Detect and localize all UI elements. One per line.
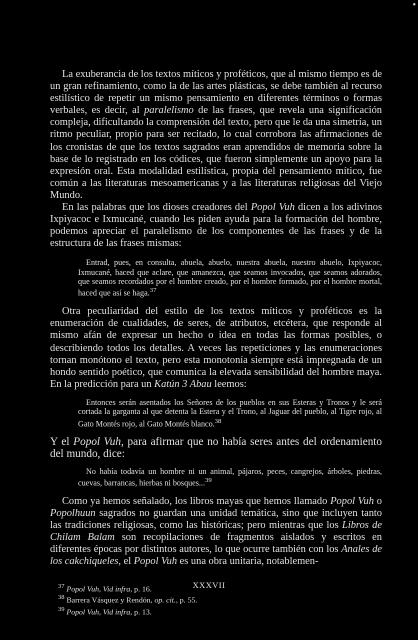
paragraph-5-text-mid-2: sagrados no guardan una unidad temática, sino que incluyen tanto las tradiciones religiosas, como las históricas; pero mientras que los [50, 508, 382, 532]
paragraph-5-text-end: es una obra unitaria, notablemen- [177, 556, 319, 568]
footnote-ref-39: 39 [204, 477, 212, 484]
block-quote-2-text: Entonces serán asentados los Señores de los pueblos en sus Esteras y Tronos y le será cortada la garganta al que detenta la Estera y el Trono, al Jaguar del pueblo, al Tigre rojo, al Gato Montés rojo, al Gato Montés blanco. [78, 397, 382, 429]
footnote-page: p. 55. [177, 595, 198, 605]
footnote-authors: Barrera Vásquez y Rendón, [66, 595, 155, 605]
footnote-39 [58, 605, 382, 617]
footnote-page: p. 16. [132, 584, 152, 594]
paragraph-3-text-end: leemos: [211, 378, 247, 390]
footnote-page: p. 13. [132, 607, 152, 617]
paragraph-1-text-start: La exuberancia de los textos míticos y proféticos, que al mismo tiempo es de un gran refinamiento, como la de las artes plásticas, se debe también al recurso estilístico de repetir un mismo pensamiento en diferentes términos o formas verbales, es decir, al [50, 69, 382, 117]
paragraph-2 [50, 202, 382, 250]
paragraph-3 [50, 306, 382, 391]
paragraph-5-emphasis-1: Popol Vuh [330, 495, 374, 507]
paragraph-4-text-end: para afirmar que no había seres antes del ordenamiento del mundo, dice: [50, 435, 382, 461]
footnote-number: 38 [58, 594, 65, 602]
footnote-number: 39 [58, 605, 65, 613]
paragraph-1-text-end: de las frases, que revela una significación compleja, dificultando la comprensión del texto, pero que le da una simetría, un ritmo peculiar, propio para ser recitado, lo cual corrobora las afirmaciones de los cronistas de que los textos sagrados eran aprendidos de memoria sobre la base de lo registrado en los códices, que fueron simplemente un apoyo para la expresión oral. Esta modalidad estilística, propia del pensamiento mítico, fue común a las literaturas mesoamericanas y a las literaturas religiosas del Viejo Mundo. [50, 105, 382, 201]
paragraph-5-text-mid-1: o [373, 495, 382, 507]
paragraph-5-text-mid-3: son recopilaciones de fragmentos aislados y escritos en diferentes épocas por distintos autores, lo que ocurre también con los [50, 532, 382, 556]
paragraph-1-emphasis: paralelismo [144, 105, 194, 117]
paragraph-4-emphasis: Popol Vuh, [73, 435, 124, 448]
footnote-ref-38: 38 [214, 417, 222, 425]
paragraph-5-emphasis-4: Anales de los cakchiqueles, [50, 544, 383, 568]
block-quote-1 [78, 258, 382, 298]
paragraph-4-text-start: Y el [50, 435, 74, 448]
page-number: XXXVII [192, 581, 226, 590]
paragraph-5 [50, 496, 382, 569]
body-text [50, 69, 382, 617]
footnote-title: op. cit., [154, 595, 178, 605]
footnote-title: Popol Vuh, Vid infra, [66, 584, 133, 594]
footnote-ref-37: 37 [149, 287, 157, 295]
paragraph-5-text-start: Como ya hemos señalado, los libros mayas que hemos llamado [62, 495, 331, 507]
paragraph-2-text-start: En las palabras que los dioses creadores del [62, 202, 251, 214]
block-quote-1-text: Entrad, pues, en consulta, abuela, abuelo, nuestra abuela, nuestro abuelo, Ixpiyacoc, Ixmucané, haced que aclare, que amanezca, que seamos invocados, que seamos adorados, que seamos recordados por el hombre creado, por el hombre formado, por el hombre mortal, haced que así se haga. [78, 258, 382, 298]
paragraph-5-emphasis-3: Libros de Chilam Balam [50, 520, 382, 544]
paragraph-2-emphasis: Popol Vuh [250, 202, 295, 214]
paragraph-5-text-mid-4: el [120, 556, 134, 568]
footnote-38 [58, 593, 382, 605]
corner-mark: • [412, 0, 416, 11]
footnote-number: 37 [58, 582, 65, 590]
footnote-title: Popol Vuh, Vid infra, [66, 607, 133, 617]
block-quote-3 [78, 467, 382, 488]
paragraph-3-emphasis: Katún 3 Abau [154, 378, 212, 390]
block-quote-2 [78, 398, 382, 429]
paragraph-2-text-end: dicen a los adivinos Ixpiyacoc e Ixmucané, cuando les piden ayuda para la formación del hombre, podemos apreciar el paralelismo de los componentes de las frases y de la estructura de las frases mismas: [50, 202, 382, 250]
paragraph-4 [50, 436, 382, 461]
paragraph-3-text-start: Otra peculiaridad del estilo de los textos míticos y proféticos es la enumeración de cualidades, de seres, de atributos, etcétera, que responde al mismo afán de expresar un hecho o idea en todas las formas posibles, o describiendo todos los detalles. A veces las repeticiones y las enumeraciones tornan monótono el texto, pero esta monotonía siempre está impregnada de un hondo sentido poético, que comunica la elevada sensibilidad del hombre maya. En la predicción para un [50, 306, 382, 390]
paragraph-5-emphasis-2: Popolhuun [50, 508, 96, 520]
block-quote-3-text: No había todavía un hombre ni un animal, pájaros, peces, cangrejos, árboles, piedras, cuevas, barrancas, hierbas ni bosques... [78, 466, 382, 488]
paragraph-1 [50, 69, 382, 202]
paragraph-5-emphasis-5: Popol Vuh [133, 556, 178, 568]
